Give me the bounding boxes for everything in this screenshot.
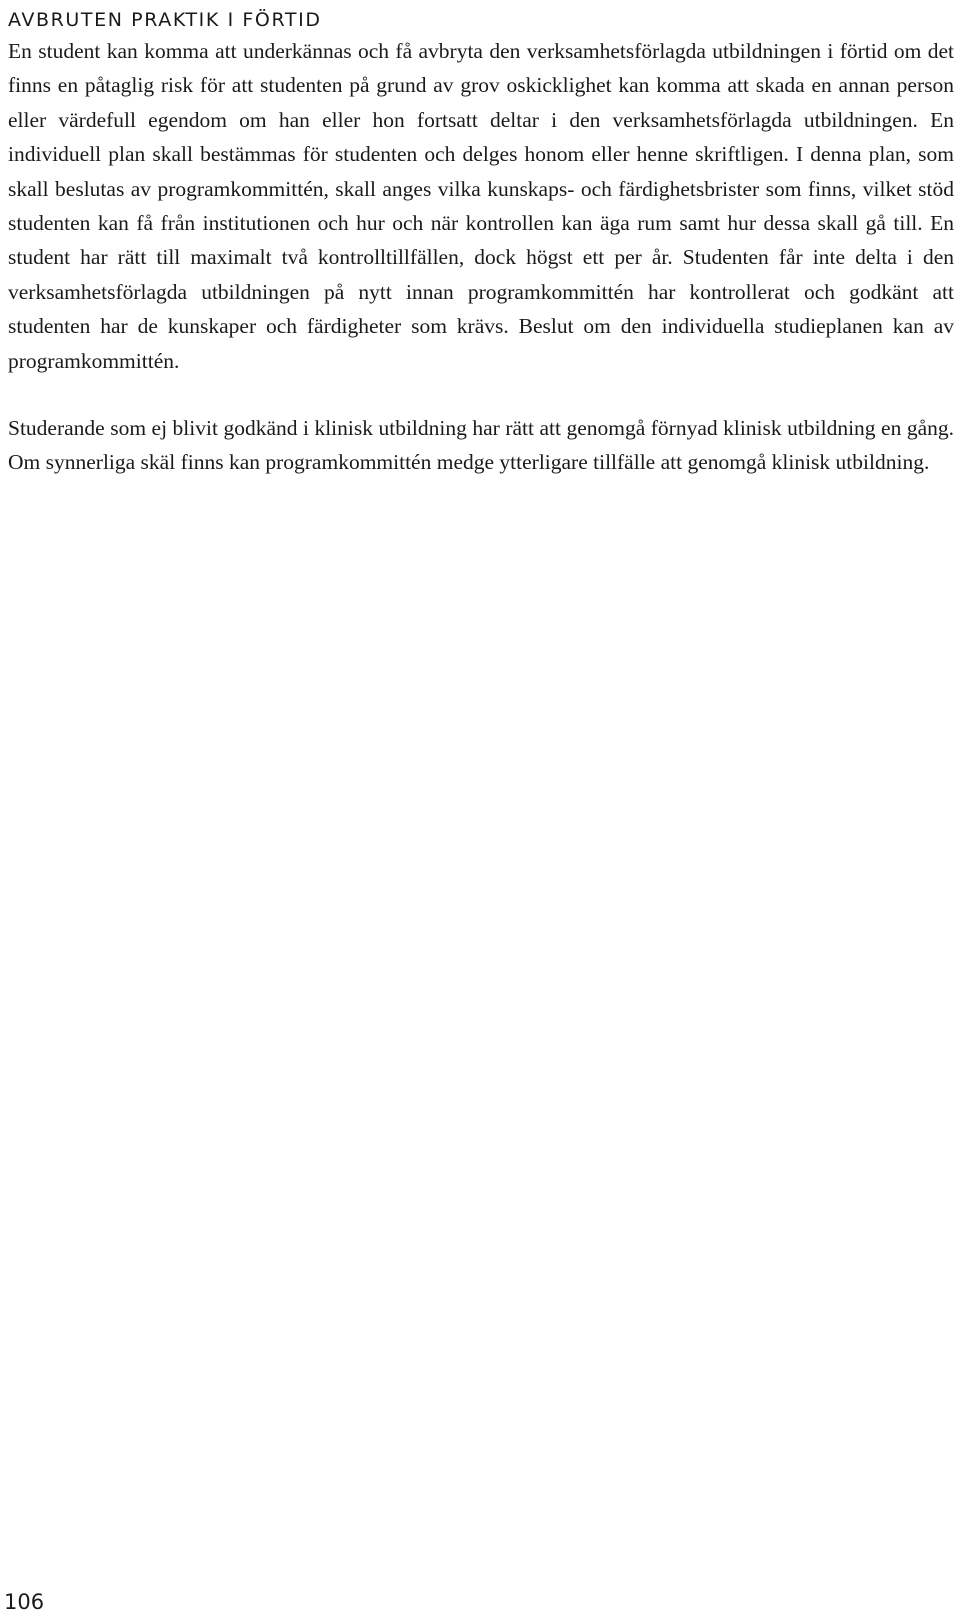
document-page (8, 0, 954, 480)
page-number: 106 (4, 1590, 45, 1614)
section-heading: AVBRUTEN PRAKTIK I FÖRTID (8, 9, 322, 31)
paragraph-repeat-clinical-training: Studerande som ej blivit godkänd i klinisk utbildning har rätt att genomgå förnyad klinisk utbildning en gång. Om synnerliga skäl finns kan programkommittén medge ytterligare tillfälle att genomgå klinisk utbildning. (8, 416, 954, 475)
paragraph-interrupted-placement: En student kan komma att underkännas och få avbryta den verksamhetsförlagda utbildningen i förtid om det finns en påtaglig risk för att studenten på grund av grov oskicklighet kan komma att skada en annan person eller värdefull egendom om han eller hon fortsatt deltar i den verksamhetsförlagda utbildningen. En individuell plan skall bestämmas för studenten och delges honom eller henne skriftligen. I denna plan, som skall beslutas av programkommittén, skall anges vilka kunskaps- och färdighetsbrister som finns, vilket stöd studenten kan få från institutionen och hur och när kontrollen kan äga rum samt hur dessa skall gå till. En student har rätt till maximalt två kontrolltillfällen, dock högst ett per år. Studenten får inte delta i den verksamhetsförlagda utbildningen på nytt innan programkommittén har kontrollerat och godkänt att studenten har de kunskaper och färdigheter som krävs. Beslut om den individuella studieplanen kan av programkommittén. (8, 39, 954, 373)
